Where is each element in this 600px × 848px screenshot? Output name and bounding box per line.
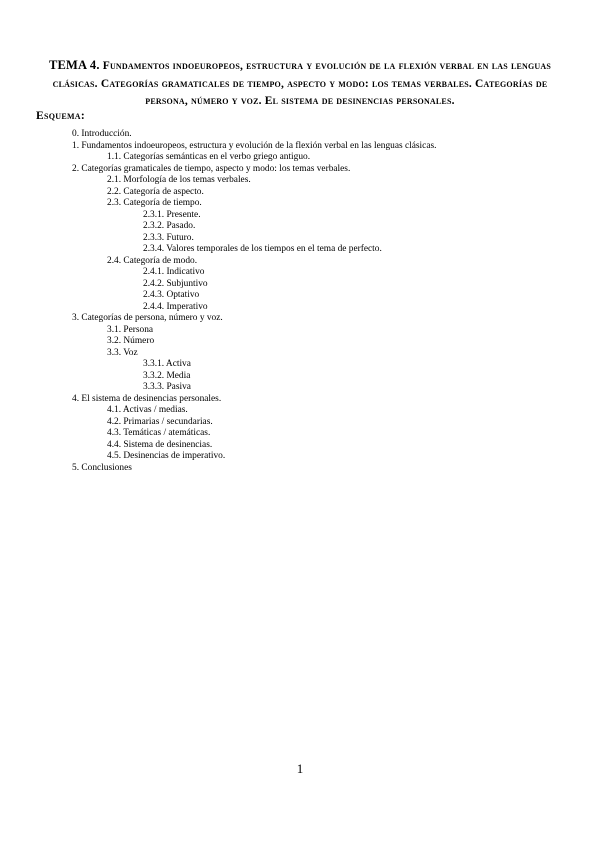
outline-item: 2.1. Morfología de los temas verbales. [107,175,251,186]
outline-item: 4.1. Activas / medias. [107,405,188,416]
page-number: 1 [296,761,304,776]
outline-item: 2.3.4. Valores temporales de los tiempos en el tema de perfecto. [143,244,382,255]
outline-item: 2.4.2. Subjuntivo [143,278,208,289]
outline-item: 2.4.3. Optativo [143,290,200,301]
outline-item: 4.2. Primarias / secundarias. [107,416,213,427]
outline-item: 2.4.4. Imperativo [143,301,208,312]
outline-item: 2.3.1. Presente. [143,209,201,220]
outline-item: 3.1. Persona [107,324,154,335]
outline-item: 4.4. Sistema de desinencias. [107,439,213,450]
outline-item: 3.3.3. Pasiva [143,382,191,393]
outline-item: 3.2. Número [107,336,155,347]
outline-item: 4. El sistema de desinencias personales. [72,393,222,404]
outline-item: 4.3. Temáticas / atemáticas. [107,428,211,439]
document-title [36,57,564,111]
outline-item: 2.2. Categoría de aspecto. [107,186,204,197]
esquema-heading: Esquema: [36,110,86,122]
title-lead: TEMA 4. [48,58,100,72]
outline-item: 2.4.1. Indicativo [143,267,205,278]
outline-item: 0. Introducción. [72,129,132,139]
title-text: Fundamentos indoeuropeos, estructura y evolución de la flexión verbal en las lenguas clásicas. Categorías gramaticales de tiempo, aspecto y modo: los temas verbales. Categorías de persona, número y voz. El sistema de desinencias personales. [52,60,552,107]
outline-list [0,129,600,474]
outline-item: 2.3.2. Pasado. [143,221,196,232]
outline-item: 3.3. Voz [107,347,138,358]
outline-item: 2. Categorías gramaticales de tiempo, aspecto y modo: los temas verbales. [72,163,351,174]
outline-item: 2.3.3. Futuro. [143,232,194,243]
outline-item: 1. Fundamentos indoeuropeos, estructura y evolución de la flexión verbal en las lenguas clásicas. [72,140,437,151]
outline-item: 4.5. Desinencias de imperativo. [107,451,226,462]
outline-item: 1.1. Categorías semánticas en el verbo griego antiguo. [107,152,311,163]
outline-item: 3.3.1. Activa [143,359,191,370]
outline-item: 5. Conclusiones [72,462,132,473]
outline-item: 2.4. Categoría de modo. [107,255,198,266]
outline-item: 3. Categorías de persona, número y voz. [72,313,223,324]
outline-item: 2.3. Categoría de tiempo. [107,198,202,209]
outline-item: 3.3.2. Media [143,370,191,381]
